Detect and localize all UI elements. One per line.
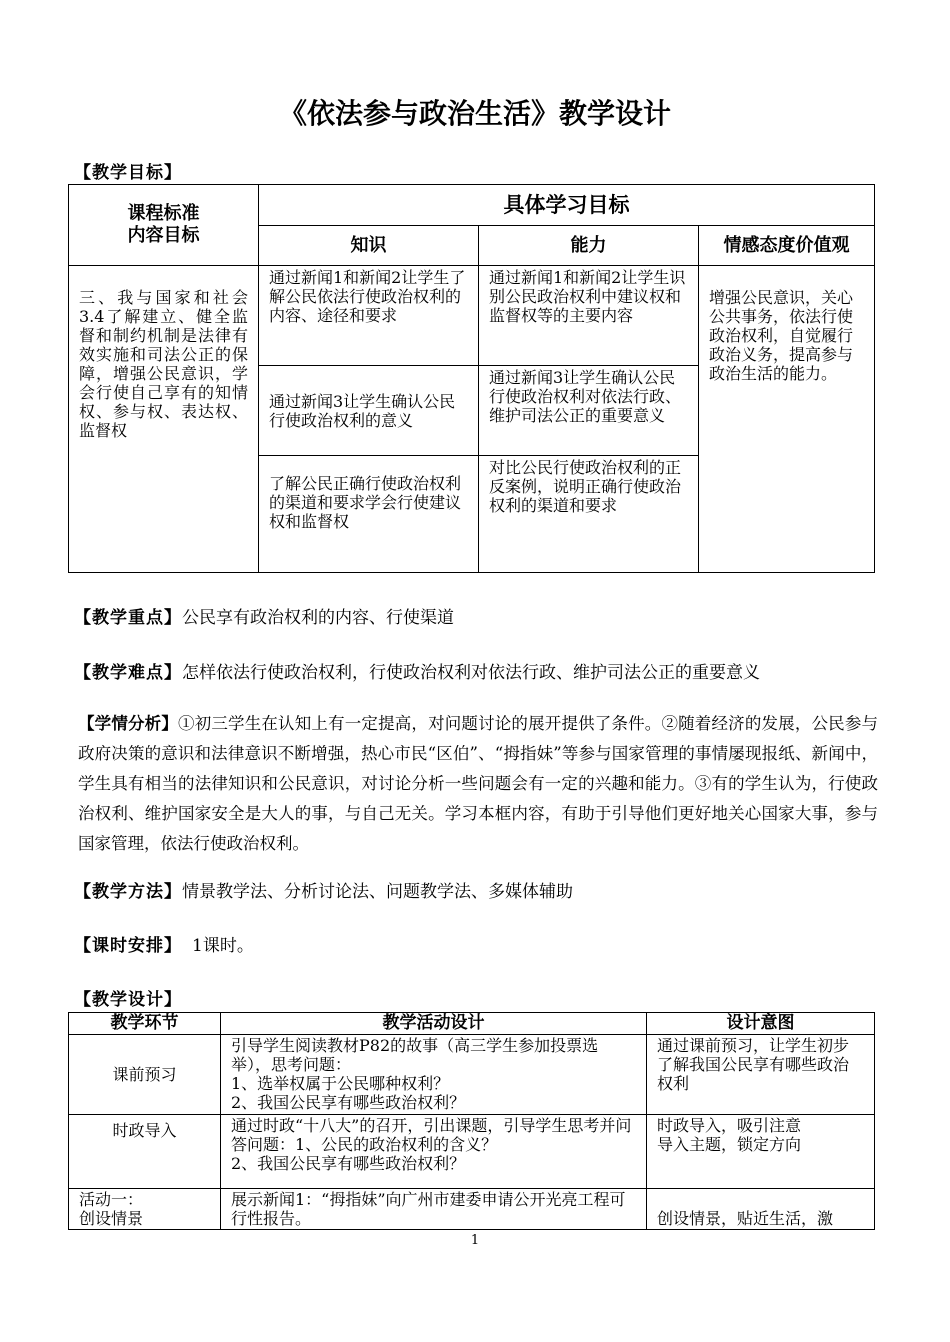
table-row — [69, 1035, 875, 1115]
difficulties-text: 怎样依法行使政治权利，行使政治权利对依法行政、维护司法公正的重要意义 — [182, 663, 760, 683]
ability-cell-2: 通过新闻3让学生确认公民行使政治权利对依法行政、维护司法公正的重要意义 — [479, 366, 699, 456]
table-row — [69, 1189, 875, 1230]
objectives-table — [68, 184, 875, 573]
activity-cell: 引导学生阅读教材P82的故事（高三学生参加投票选举），思考问题： 1、选举权属于公民哪种权利？ 2、我国公民享有哪些政治权利？ — [221, 1035, 647, 1115]
design-header-activity: 教学活动设计 — [221, 1013, 647, 1035]
intent-cell: 通过课前预习，让学生初步了解我国公民享有哪些政治权利 — [647, 1035, 875, 1115]
analysis-label: 【学情分析】 — [78, 714, 179, 733]
page-number: 1 — [470, 1233, 480, 1248]
design-header-intent: 设计意图 — [647, 1013, 875, 1035]
header-ability: 能力 — [479, 226, 699, 266]
intent-cell: 创设情景，贴近生活，激 — [647, 1189, 875, 1230]
design-table — [68, 1012, 875, 1230]
design-header-stage: 教学环节 — [69, 1013, 221, 1035]
analysis-text: ①初三学生在认知上有一定提高，对问题讨论的展开提供了条件。②随着经济的发展，公民参与政府决策的意识和法律意识不断增强，热心市民“区伯”、“拇指妹”等参与国家管理的事情屡现报纸、新闻中，学生具有相当的法律知识和公民意识，对讨论分析一些问题会有一定的兴趣和能力。③有的学生认为，行使政治权利、维护国家安全是大人的事，与自己无关。学习本框内容，有助于引导他们更好地关心国家大事，参与国家管理，依法行使政治权利。 — [78, 714, 879, 853]
knowledge-cell-3: 了解公民正确行使政治权利的渠道和要求学会行使建议权和监督权 — [259, 456, 479, 573]
methods-text: 情景教学法、分析讨论法、问题教学法、多媒体辅助 — [182, 882, 573, 902]
page-title: 《依法参与政治生活》教学设计 — [278, 97, 671, 130]
emotion-text: 增强公民意识，关心公共事务，依法行使政治权利，自觉履行政治义务，提高参与政治生活的能力。 — [699, 266, 875, 573]
activity-cell: 通过时政“十八大”的召开，引出课题，引导学生思考并问答问题：1、公民的政治权利的含义？ 2、我国公民享有哪些政治权利？ — [221, 1115, 647, 1189]
ability-cell-3: 对比公民行使政治权利的正反案例，说明正确行使政治权利的渠道和要求 — [479, 456, 699, 573]
schedule-text: 1课时。 — [192, 936, 254, 956]
header-emotion: 情感态度价值观 — [699, 226, 875, 266]
header-specific-goals: 具体学习目标 — [259, 185, 875, 226]
knowledge-cell-2: 通过新闻3让学生确认公民行使政治权利的意义 — [259, 366, 479, 456]
difficulties: 【教学难点】怎样依法行使政治权利，行使政治权利对依法行政、维护司法公正的重要意义 — [74, 663, 760, 683]
knowledge-cell-1: 通过新闻1和新闻2让学生了解公民依法行使政治权利的内容、途径和要求 — [259, 266, 479, 366]
methods: 【教学方法】情景教学法、分析讨论法、问题教学法、多媒体辅助 — [74, 882, 573, 902]
ability-cell-1: 通过新闻1和新闻2让学生识别公民政治权利中建议权和监督权等的主要内容 — [479, 266, 699, 366]
key-points: 【教学重点】公民享有政治权利的内容、行使渠道 — [74, 608, 454, 628]
header-knowledge: 知识 — [259, 226, 479, 266]
stage-cell: 时政导入 — [69, 1115, 221, 1189]
student-analysis — [78, 709, 878, 859]
stage-cell: 课前预习 — [69, 1035, 221, 1115]
activity-cell: 展示新闻1：“拇指妹”向广州市建委申请公开光亮工程可行性报告。 — [221, 1189, 647, 1230]
stage-cell: 活动一： 创设情景 — [69, 1189, 221, 1230]
objectives-heading: 【教学目标】 — [74, 163, 182, 183]
intent-cell: 时政导入，吸引注意 导入主题，锁定方向 — [647, 1115, 875, 1189]
schedule: 【课时安排】 1课时。 — [74, 936, 254, 956]
design-heading: 【教学设计】 — [74, 990, 182, 1010]
standard-text: 三、我与国家和社会3.4了解建立、健全监督和制约机制是法律有效实施和司法公正的保障，增强公民意识，学会行使自己享有的知情权、参与权、表达权、监督权 — [69, 266, 259, 573]
table-row — [69, 1115, 875, 1189]
header-standard: 课程标准 内容目标 — [69, 185, 259, 266]
key-points-text: 公民享有政治权利的内容、行使渠道 — [182, 608, 454, 628]
